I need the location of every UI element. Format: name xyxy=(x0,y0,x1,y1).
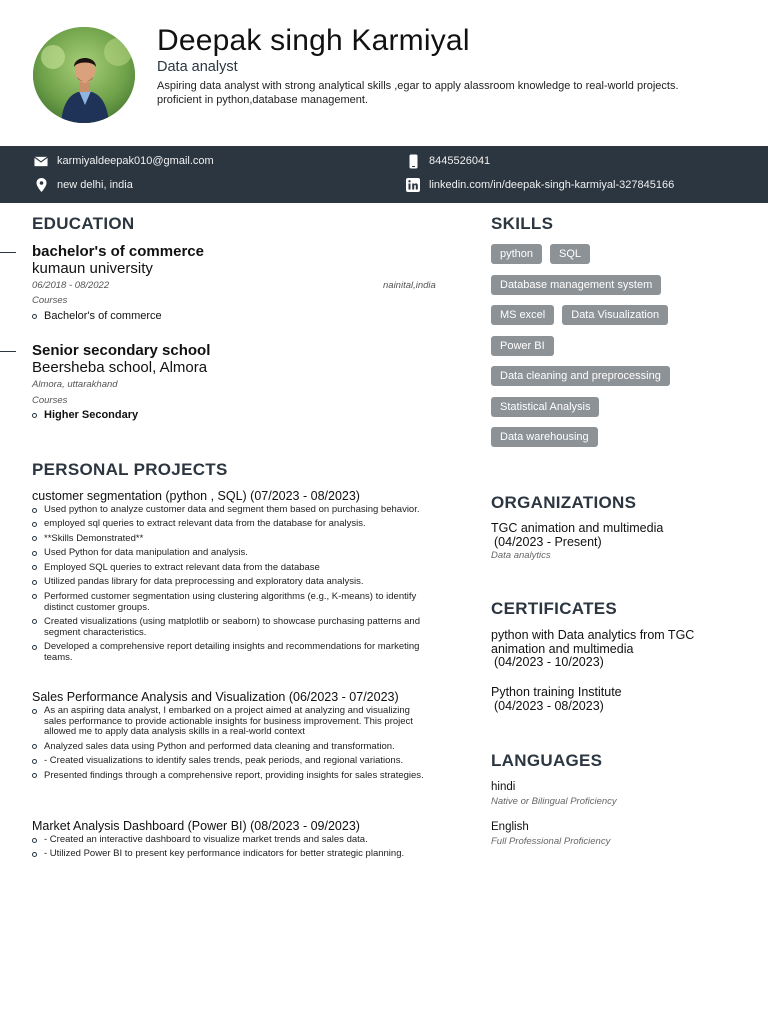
skill-tag: Power BI xyxy=(491,336,554,356)
candidate-name: Deepak singh Karmiyal xyxy=(157,24,470,57)
bullet-icon xyxy=(32,744,37,749)
list-item: - Created an interactive dashboard to visualize market trends and sales data. xyxy=(32,835,432,846)
skill-tag: python xyxy=(491,244,542,264)
course-item xyxy=(32,409,138,421)
timeline-marker xyxy=(0,252,16,253)
certificate-dates: (04/2023 - 08/2023) xyxy=(494,699,604,713)
resume-header xyxy=(0,0,768,146)
list-item: Performed customer segmentation using clustering algorithms (e.g., K-means) to identify distinct customer groups. xyxy=(32,592,432,613)
profile-photo-image xyxy=(33,27,135,123)
organization-role: Data analytics xyxy=(491,550,551,561)
education-degree: Senior secondary school xyxy=(32,342,211,359)
skill-tag: SQL xyxy=(550,244,590,264)
profile-summary: Aspiring data analyst with strong analytical skills ,egar to apply alassroom knowledge to real-world projects. proficient in python,database management. xyxy=(157,80,679,106)
bullet-icon xyxy=(32,413,37,418)
education-location: nainital,india xyxy=(383,280,436,291)
contact-phone-text: 8445526041 xyxy=(429,155,491,167)
project-title: Sales Performance Analysis and Visualization (06/2023 - 07/2023) xyxy=(32,690,399,704)
certificate-dates: (04/2023 - 10/2023) xyxy=(494,655,604,669)
contact-linkedin[interactable] xyxy=(406,178,674,192)
phone-icon xyxy=(406,154,420,168)
list-item: Used Python for data manipulation and analysis. xyxy=(32,548,432,559)
profile-photo xyxy=(33,27,135,123)
skill-tag: Database management system xyxy=(491,275,661,295)
skill-row xyxy=(491,366,731,386)
skills-title: SKILLS xyxy=(491,214,554,233)
bullet-icon xyxy=(32,580,37,585)
list-item: employed sql queries to extract relevant data from the database for analysis. xyxy=(32,519,432,530)
projects-title: PERSONAL PROJECTS xyxy=(32,460,228,479)
list-item: Presented findings through a comprehensive report, providing insights for sales strategies. xyxy=(32,771,432,782)
language-name: hindi xyxy=(491,781,516,793)
list-item: Created visualizations (using matplotlib or seaborn) to showcase purchasing patterns and segment characteristics. xyxy=(32,617,432,638)
organizations-title: ORGANIZATIONS xyxy=(491,493,637,512)
location-pin-icon xyxy=(34,178,48,192)
skills-list xyxy=(491,244,731,458)
organization-dates: (04/2023 - Present) xyxy=(494,535,602,549)
timeline-marker xyxy=(0,351,16,352)
contact-email-text: karmiyaldeepak010@gmail.com xyxy=(57,155,214,167)
skill-tag: Statistical Analysis xyxy=(491,397,599,417)
bullet-icon xyxy=(32,619,37,624)
organization-name: TGC animation and multimedia xyxy=(491,521,664,535)
courses-label: Courses xyxy=(32,395,68,406)
list-item: - Created visualizations to identify sales trends, peak periods, and regional variations. xyxy=(32,756,432,767)
list-item: Utilized pandas library for data preprocessing and exploratory data analysis. xyxy=(32,577,432,588)
language-name: English xyxy=(491,821,529,833)
list-item: **Skills Demonstrated** xyxy=(32,534,432,545)
skill-row xyxy=(491,305,731,325)
list-item: - Utilized Power BI to present key performance indicators for better strategic planning. xyxy=(32,849,432,860)
certificates-title: CERTIFICATES xyxy=(491,599,618,618)
contact-location-text: new delhi, india xyxy=(57,179,133,191)
skill-tag: Data Visualization xyxy=(562,305,668,325)
skill-row xyxy=(491,244,731,264)
list-item: Developed a comprehensive report detailing insights and recommendations for marketing teams. xyxy=(32,642,432,663)
bullet-icon xyxy=(32,773,37,778)
languages-title: LANGUAGES xyxy=(491,751,603,770)
bullet-icon xyxy=(32,838,37,843)
skill-row xyxy=(491,427,731,447)
list-item: Employed SQL queries to extract relevant data from the database xyxy=(32,563,432,574)
list-item: As an aspiring data analyst, I embarked on a project aimed at analyzing and visualizing sales performance to provide actionable insights for business improvement. This project allowed me to apply data analysis skills in a real-world context xyxy=(32,706,432,738)
bullet-icon xyxy=(32,522,37,527)
project-title: Market Analysis Dashboard (Power BI) (08/2023 - 09/2023) xyxy=(32,819,360,833)
envelope-icon xyxy=(34,154,48,168)
certificate-name: Python training Institute xyxy=(491,685,622,699)
bullet-icon xyxy=(32,645,37,650)
bullet-icon xyxy=(32,551,37,556)
course-item xyxy=(32,310,162,322)
bullet-icon xyxy=(32,852,37,857)
skill-row xyxy=(491,336,731,356)
course-text: Bachelor's of commerce xyxy=(44,310,162,322)
education-location: Almora, uttarakhand xyxy=(32,379,118,390)
language-level: Native or Bilingual Proficiency xyxy=(491,796,617,807)
skill-tag: Data warehousing xyxy=(491,427,598,447)
contact-phone[interactable] xyxy=(406,154,490,168)
skill-row xyxy=(491,275,731,295)
project-title: customer segmentation (python , SQL) (07/2023 - 08/2023) xyxy=(32,489,360,503)
bullet-icon xyxy=(32,594,37,599)
skill-row xyxy=(491,397,731,417)
project-bullets xyxy=(32,835,432,864)
contact-location xyxy=(34,178,133,192)
course-text: Higher Secondary xyxy=(44,409,139,421)
bullet-icon xyxy=(32,536,37,541)
bullet-icon xyxy=(32,314,37,319)
education-dates: 06/2018 - 08/2022 xyxy=(32,280,110,291)
candidate-role: Data analyst xyxy=(157,59,238,75)
contact-bar xyxy=(0,146,768,203)
list-item: Analyzed sales data using Python and performed data cleaning and transformation. xyxy=(32,742,432,753)
bullet-icon xyxy=(32,759,37,764)
certificate-name-cont: animation and multimedia xyxy=(491,642,634,656)
contact-email[interactable] xyxy=(34,154,214,168)
list-item: Used python to analyze customer data and segment them based on purchasing behavior. xyxy=(32,505,432,516)
education-school: kumaun university xyxy=(32,260,153,277)
bullet-icon xyxy=(32,565,37,570)
bullet-icon xyxy=(32,709,37,714)
skill-tag: Data cleaning and preprocessing xyxy=(491,366,670,386)
project-bullets xyxy=(32,505,432,667)
education-degree: bachelor's of commerce xyxy=(32,243,204,260)
project-bullets xyxy=(32,706,432,785)
education-school: Beersheba school, Almora xyxy=(32,359,208,376)
contact-linkedin-text: linkedin.com/in/deepak-singh-karmiyal-327845166 xyxy=(429,179,675,191)
courses-label: Courses xyxy=(32,295,68,306)
bullet-icon xyxy=(32,508,37,513)
skill-tag: MS excel xyxy=(491,305,554,325)
linkedin-icon xyxy=(406,178,420,192)
education-title: EDUCATION xyxy=(32,214,135,233)
certificate-name: python with Data analytics from TGC xyxy=(491,628,695,642)
language-level: Full Professional Proficiency xyxy=(491,836,611,847)
